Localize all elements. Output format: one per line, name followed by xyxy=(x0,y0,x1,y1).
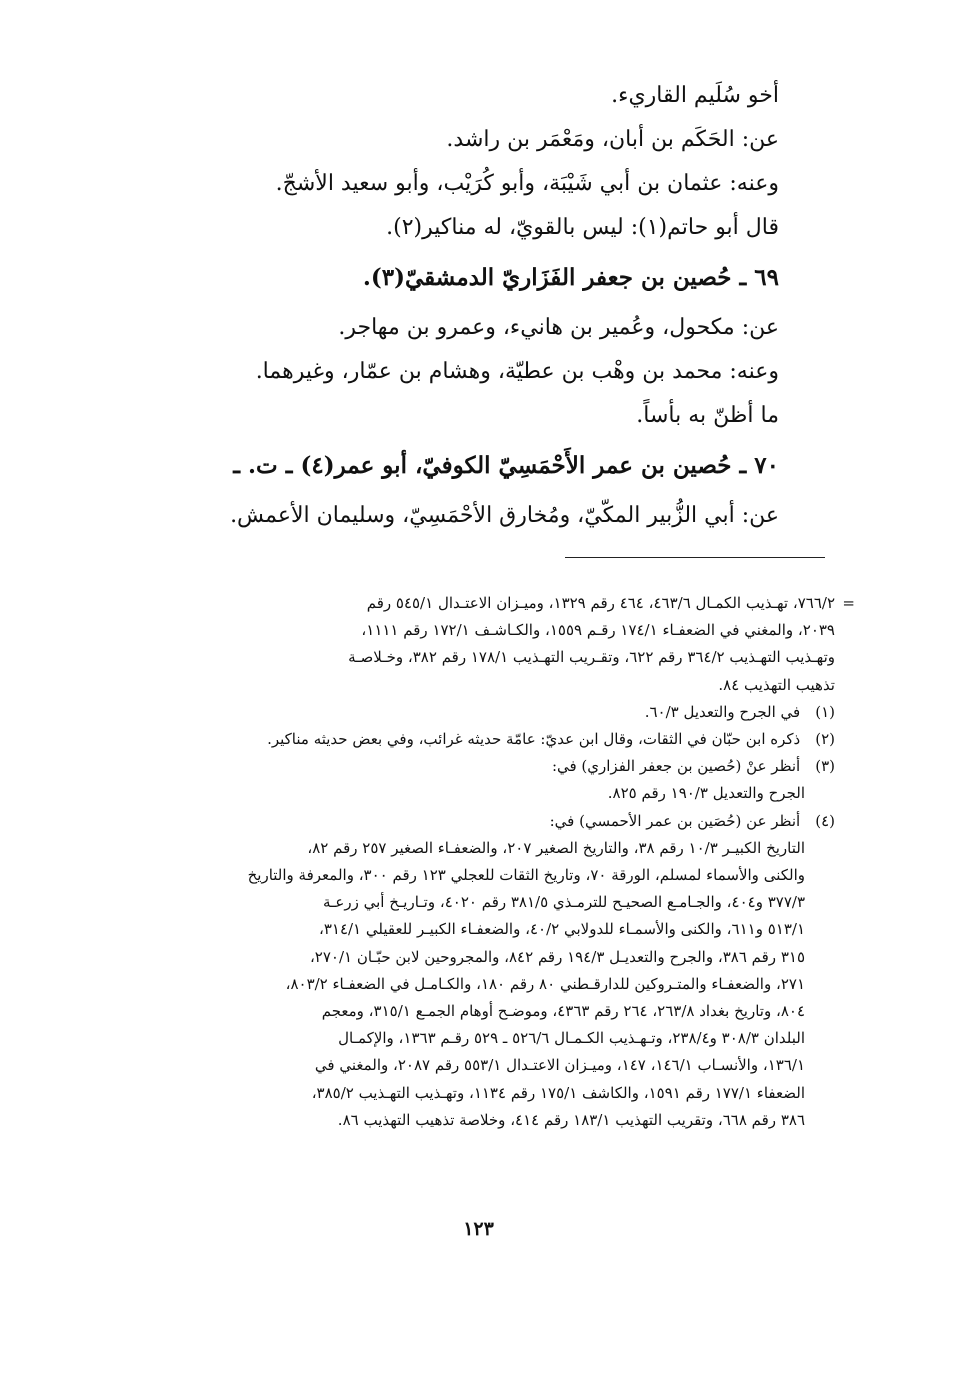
main-line-4: قال أبو حاتم(١): ليس بالقويّ، له مناكير(٢). xyxy=(386,215,779,240)
footnote-continuation xyxy=(135,590,855,699)
footnote-divider xyxy=(565,557,825,558)
entry-69-line-2: وعنه: محمد بن وهْب بن عطيّة، وهشام بن عمّار، وغيرهما. xyxy=(255,359,779,384)
main-line-3: وعنه: عثمان بن أبي شَيْبَة، وأبو كُرَيْب، وأبو سعيد الأشجّ. xyxy=(275,171,779,196)
page-number: ١٢٣ xyxy=(463,1218,494,1240)
footnote-number: (٤) xyxy=(815,811,835,830)
footnote-text: أنظر عن (حُصَين بن عمر الأحمسي) في: xyxy=(549,811,801,830)
footnote-4-line: ٢٧١، والضعفـاء والمتـروكين للدارقـطني ٨٠ رقم ١٨٠، والكـامـل في الضعفـاء ٨٠٣/٢، xyxy=(285,974,805,993)
entry-70-line-1: عن: أبي الزُّبير المكّيّ، ومُخارق الأحْمَسِيّ، وسليمان الأعمش. xyxy=(230,503,779,528)
footnote-continuation-line: وتهـذيب التهـذيب ٣٦٤/٢ رقم ٦٢٢، وتقـريب التهـذيب ١٧٨/١ رقم ٣٨٢، وخـلاصـة xyxy=(348,648,835,667)
footnote-1 xyxy=(135,699,835,726)
footnote-3-line: الجرح والتعديل ١٩٠/٣ رقم ٨٢٥. xyxy=(607,784,805,803)
entry-69-line-3: ما أظنّ به بأساً. xyxy=(636,403,779,428)
footnote-4 xyxy=(135,808,835,835)
footnote-continuation-line: ٢٠٣٩، والمغني في الضعفـاء ١٧٤/١ رقـم ١٥٥٩، والكـاشـف ١٧٢/١ رقم ١١١١، xyxy=(361,621,835,640)
footnote-4-line: التاريخ الكبيـر ١٠/٣ رقم ٣٨، والتاريخ الصغير ٢٠٧، والضعفـاء الصغير ٢٥٧ رقم ٨٢، xyxy=(307,838,805,857)
footnote-4-line: الضعفاء ١٧٧/١ رقم ١٥٩١، والكاشف ١٧٥/١ رقم ١١٣٤، وتهـذيب التهـذيب ٣٨٥/٢، xyxy=(311,1083,805,1102)
footnote-4-line: البلدان ٣٠٨/٣ و٢٣٨/٤، وتـهـذيب الكـمـال ٥٢٦/٦ ـ ٥٢٩ رقـم ١٣٦٣، والإكمـال xyxy=(338,1029,805,1048)
main-line-2: عن: الحَكَم بن أبان، ومَعْمَر بن راشد. xyxy=(446,127,779,152)
footnote-4-line: ٣٧٧/٣ و٤٠٤، والجـامـع الصحيـح للترمـذي ٣٨١/٥ رقم ٤٠٢٠، وتـاريـخ أبي زرعـة xyxy=(322,893,805,912)
footnote-text: في الجرح والتعديل ٦٠/٣. xyxy=(644,702,801,721)
footnote-2 xyxy=(135,726,835,753)
footnote-4-line: ٨٠٤، وتاريخ بغداد ٢٦٣/٨، ٢٦٤ رقم ٤٣٦٣، وموضـح أوهام الجمـع ٣١٥/١، ومعجم xyxy=(321,1002,805,1021)
footnote-number: (١) xyxy=(815,702,835,721)
footnote-text: ذكره ابن حبّان في الثقات، وقال ابن عديّ: عامّة حديثه غرائب، وفي بعض حديثه مناكير. xyxy=(267,730,801,749)
footnote-4-line: والكنى والأسماء لمسلم، الورقة ٧٠، وتاريخ الثقات للعجلي ١٢٣ رقم ٣٠٠، والمعرفة والتاريخ xyxy=(247,866,805,885)
entry-69-heading: ٦٩ ـ حُصين بن جعفر الفَزَاريّ الدمشقيّ(٣). xyxy=(362,264,779,291)
continuation-marker: = xyxy=(842,594,855,612)
footnote-text: أنظر عنْ (حُصين بن جعفر الفزاري) في: xyxy=(551,757,801,776)
entry-70-heading: ٧٠ ـ حُصين بن عمر الأَحْمَسِيّ الكوفيّ، أبو عمر(٤) ـ ت. ـ xyxy=(233,452,779,479)
footnote-number: (٢) xyxy=(815,730,835,749)
footnote-4-line: ٣٨٦ رقم ٦٦٨، وتقريب التهذيب ١٨٣/١ رقم ٤١٤، وخلاصة تذهيب التهذيب ٨٦. xyxy=(337,1110,805,1129)
footnote-4-line: ٥١٣/١ و٦١١، والكنى والأسمـاء للدولابي ٤٠/٢، والضعفـاء الكبيـر للعقيلي ٣١٤/١، xyxy=(318,920,805,939)
main-text-block xyxy=(179,74,779,538)
footnote-continuation-line: تذهيب التهذيب ٨٤. xyxy=(718,675,835,694)
entry-69-line-1: عن: مكحول، وعُمير بن هانيء، وعمرو بن مهاجر. xyxy=(338,315,779,340)
main-line-1: أخو سُلَيم القاريء. xyxy=(611,83,779,108)
footnotes-block xyxy=(135,590,855,1134)
footnote-continuation-line: ٧٦٦/٢، تهـذيب الكمـال ٤٦٣/٦، ٤٦٤ رقم ١٣٢٩، وميـزان الاعتـدال ٥٤٥/١ رقم xyxy=(366,594,835,612)
footnote-4-line: ١٣٦/١، والأنسـاب ١٤٦/١، ١٤٧، وميـزان الاعتـدال ٥٥٣/١ رقم ٢٠٨٧، والمغني في xyxy=(314,1056,805,1075)
footnote-number: (٣) xyxy=(815,757,835,776)
footnote-3 xyxy=(135,753,835,780)
footnote-4-line: ٣١٥ رقم ٣٨٦، والجرح والتعديـل ١٩٤/٣ رقم ٨٤٢، والمجروحين لابن حبّـان ٢٧٠/١، xyxy=(309,947,805,966)
